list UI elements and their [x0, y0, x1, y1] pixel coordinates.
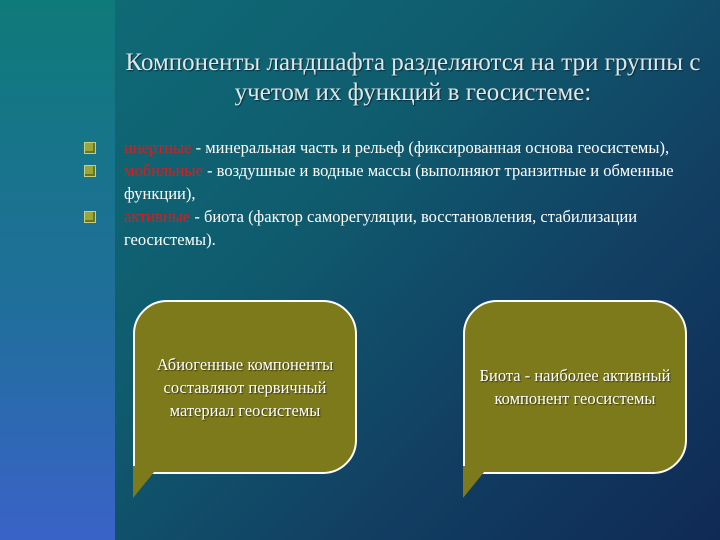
bullet-keyword: мобильные: [124, 161, 203, 180]
bullet-item-mobile: [78, 159, 698, 205]
bullet-item-inert: [78, 136, 698, 159]
bullet-text: - минеральная часть и рельеф (фиксированная основа геосистемы),: [191, 138, 670, 157]
callout-tail: [133, 466, 159, 498]
square-bullet-icon: [84, 211, 96, 223]
bullet-keyword: инертные: [124, 138, 192, 157]
bullet-item-active: [78, 205, 698, 251]
bullet-keyword: активные: [124, 207, 191, 226]
callout-biota: [463, 300, 687, 474]
bullet-text: - воздушные и водные массы (выполняют транзитные и обменные функции),: [124, 161, 674, 203]
callout-tail: [463, 466, 489, 498]
square-bullet-icon: [84, 165, 96, 177]
callout-text: Абиогенные компоненты составляют первичный материал геосистемы: [156, 354, 334, 420]
bullet-list: [78, 136, 698, 251]
left-decorative-band: [0, 0, 115, 540]
slide-title: Компоненты ландшафта разделяются на три группы с учетом их функций в геосистеме:: [125, 49, 701, 106]
bullet-text: - биота (фактор саморегуляции, восстановления, стабилизации геосистемы).: [124, 207, 638, 249]
square-bullet-icon: [84, 142, 96, 154]
callout-abiogenic: [133, 300, 357, 474]
callout-text: Биота - наиболее активный компонент геосистемы: [479, 366, 671, 408]
